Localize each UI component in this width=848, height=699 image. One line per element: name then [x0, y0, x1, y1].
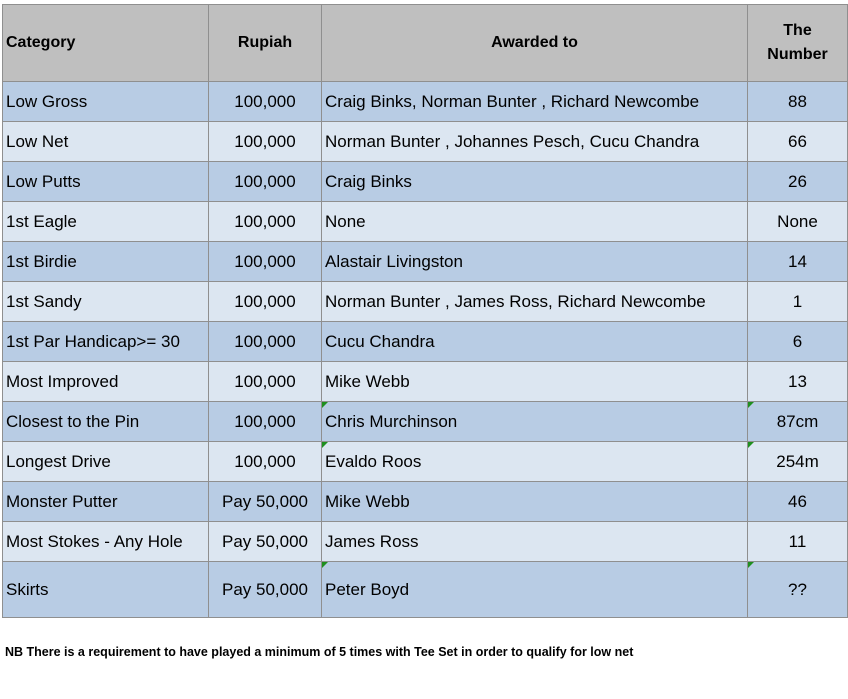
- comment-marker-icon[interactable]: [322, 442, 328, 448]
- header-awarded-to: Awarded to: [322, 5, 748, 82]
- category-cell: Low Gross: [3, 82, 209, 122]
- comment-marker-icon[interactable]: [748, 442, 754, 448]
- number-cell: 88: [748, 82, 848, 122]
- table-row: [3, 362, 848, 402]
- awarded-text: Peter Boyd: [325, 579, 410, 599]
- number-cell: None: [748, 202, 848, 242]
- rupiah-cell: 100,000: [209, 242, 322, 282]
- table-row: [3, 202, 848, 242]
- rupiah-cell: 100,000: [209, 82, 322, 122]
- category-cell: 1st Birdie: [3, 242, 209, 282]
- header-number-line2: Number: [767, 46, 828, 63]
- number-cell: 26: [748, 162, 848, 202]
- header-category: Category: [3, 5, 209, 82]
- rupiah-cell: 100,000: [209, 362, 322, 402]
- rupiah-cell: Pay 50,000: [209, 562, 322, 618]
- rupiah-cell: 100,000: [209, 282, 322, 322]
- comment-marker-icon[interactable]: [322, 402, 328, 408]
- awarded-cell: James Ross: [322, 522, 748, 562]
- number-cell[interactable]: [748, 402, 848, 442]
- table-row: [3, 82, 848, 122]
- number-text: 87cm: [776, 411, 819, 431]
- awarded-text: Chris Murchinson: [325, 411, 458, 431]
- table-row: [3, 482, 848, 522]
- awarded-cell: Craig Binks, Norman Bunter , Richard Newcombe: [322, 82, 748, 122]
- number-cell[interactable]: [748, 442, 848, 482]
- table-row: [3, 402, 848, 442]
- number-cell: 66: [748, 122, 848, 162]
- awarded-cell: Cucu Chandra: [322, 322, 748, 362]
- table-row: [3, 562, 848, 618]
- awarded-cell[interactable]: [322, 442, 748, 482]
- awarded-cell: Craig Binks: [322, 162, 748, 202]
- category-cell: Low Putts: [3, 162, 209, 202]
- number-cell: 46: [748, 482, 848, 522]
- awarded-text: Evaldo Roos: [325, 451, 422, 471]
- rupiah-cell: 100,000: [209, 442, 322, 482]
- rupiah-cell: 100,000: [209, 202, 322, 242]
- number-cell: 11: [748, 522, 848, 562]
- header-number: [748, 5, 848, 82]
- awarded-cell[interactable]: [322, 402, 748, 442]
- awarded-cell: Norman Bunter , Johannes Pesch, Cucu Chandra: [322, 122, 748, 162]
- number-cell: 13: [748, 362, 848, 402]
- number-cell: 1: [748, 282, 848, 322]
- rupiah-cell: 100,000: [209, 402, 322, 442]
- category-cell: Skirts: [3, 562, 209, 618]
- awarded-cell: None: [322, 202, 748, 242]
- awarded-cell: Mike Webb: [322, 362, 748, 402]
- rupiah-cell: Pay 50,000: [209, 522, 322, 562]
- table-row: [3, 522, 848, 562]
- table-row: [3, 162, 848, 202]
- awarded-cell: Alastair Livingston: [322, 242, 748, 282]
- table-row: [3, 442, 848, 482]
- rupiah-cell: 100,000: [209, 322, 322, 362]
- header-number-line1: The: [783, 22, 812, 39]
- category-cell: Closest to the Pin: [3, 402, 209, 442]
- category-cell: 1st Par Handicap>= 30: [3, 322, 209, 362]
- awarded-cell: Norman Bunter , James Ross, Richard Newcombe: [322, 282, 748, 322]
- comment-marker-icon[interactable]: [748, 402, 754, 408]
- awarded-cell[interactable]: [322, 562, 748, 618]
- category-cell: 1st Eagle: [3, 202, 209, 242]
- rupiah-cell: 100,000: [209, 162, 322, 202]
- category-cell: Longest Drive: [3, 442, 209, 482]
- rupiah-cell: Pay 50,000: [209, 482, 322, 522]
- header-row: [3, 5, 848, 82]
- rupiah-cell: 100,000: [209, 122, 322, 162]
- category-cell: Most Stokes - Any Hole: [3, 522, 209, 562]
- table-row: [3, 322, 848, 362]
- comment-marker-icon[interactable]: [748, 562, 754, 568]
- awarded-cell: Mike Webb: [322, 482, 748, 522]
- category-cell: Low Net: [3, 122, 209, 162]
- number-cell: 6: [748, 322, 848, 362]
- table-row: [3, 122, 848, 162]
- number-cell[interactable]: [748, 562, 848, 618]
- number-text: 254m: [776, 451, 819, 471]
- category-cell: Monster Putter: [3, 482, 209, 522]
- table-row: [3, 282, 848, 322]
- comment-marker-icon[interactable]: [322, 562, 328, 568]
- number-cell: 14: [748, 242, 848, 282]
- footnote: NB There is a requirement to have played a minimum of 5 times with Tee Set in order to qualify for low net: [5, 645, 634, 659]
- header-rupiah: Rupiah: [209, 5, 322, 82]
- number-text: ??: [788, 579, 807, 599]
- category-cell: Most Improved: [3, 362, 209, 402]
- awards-table: [2, 4, 848, 618]
- category-cell: 1st Sandy: [3, 282, 209, 322]
- table-row: [3, 242, 848, 282]
